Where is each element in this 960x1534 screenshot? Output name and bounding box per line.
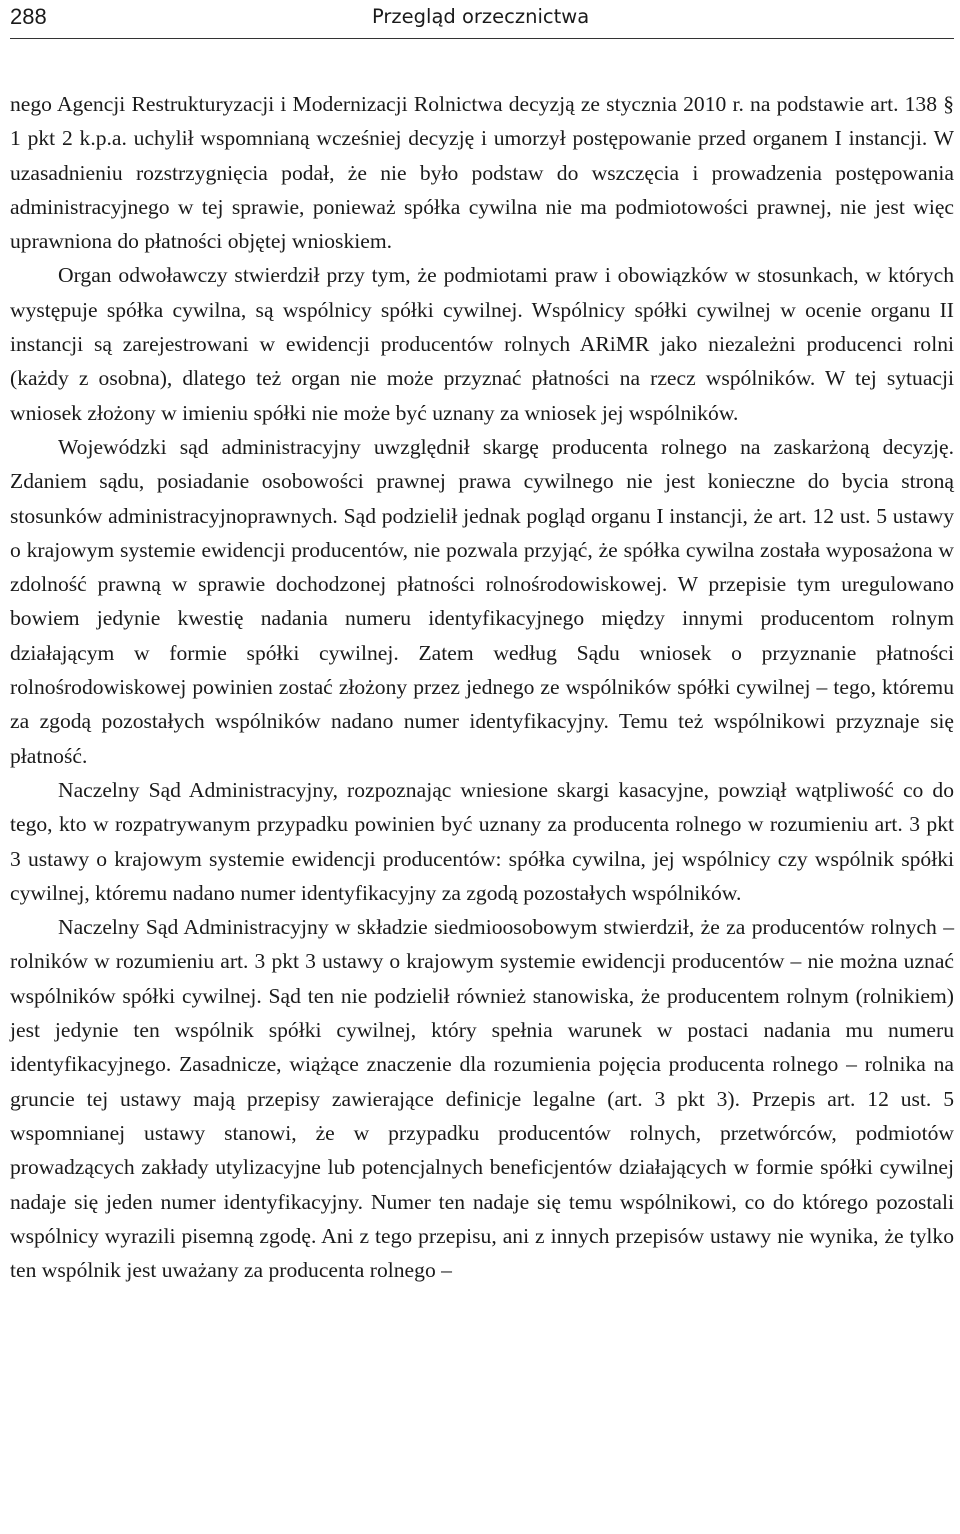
paragraph: Organ odwoławczy stwierdził przy tym, że podmiotami praw i obowiązków w stosunkach, w których występuje spółka cywilna, są wspólnicy spółki cywilnej. Wspólnicy spółki cywilnej w ocenie organu II instancji są zarejestrowani w ewidencji producentów rolnych ARiMR jako niezależni producenci rolni (każdy z osobna), dlatego też organ nie może przyznać płatności na rzecz wspólników. W tej sytuacji wniosek złożony w imieniu spółki nie może być uznany za wniosek jej wspólników. — [10, 263, 954, 425]
paragraph: Naczelny Sąd Administracyjny, rozpoznając wniesione skargi kasacyjne, powziął wątpliwość co do tego, kto w rozpatrywanym przypadku powinien być uznany za producenta rolnego w rozumieniu art. 3 pkt 3 ustawy o krajowym systemie ewidencji producentów: spółka cywilna, jej wspólnicy czy wspólnik spółki cywilnej, któremu nadano numer identyfikacyjny za zgodą pozostałych wspólników. — [10, 777, 954, 905]
page-number: 288 — [10, 4, 47, 29]
running-title: Przegląd orzecznictwa — [372, 5, 590, 28]
paragraph: Naczelny Sąd Administracyjny w składzie siedmioosobowym stwierdził, że za producentów rolnych – rolników w rozumieniu art. 3 pkt 3 ustawy o krajowym systemie ewidencji producentów – nie można uznać wspólników spółki cywilnej. Sąd ten nie podzielił również stanowiska, że producentem rolnym (rolnikiem) jest jedynie ten wspólnik spółki cywilnej, który spełnia warunek w postaci nadania mu numeru identyfikacyjnego. Zasadnicze, wiążące znaczenie dla rozumienia pojęcia producenta rolnego – rolnika na gruncie tej ustawy mają przepisy zawierające definicje legalne (art. 3 pkt 3). Przepis art. 12 ust. 5 wspomnianej ustawy stanowi, że w przypadku producentów rolnych, przetwórców, podmiotów prowadzących zakłady utylizacyjne lub potencjalnych beneficjentów działających w formie spółki cywilnej nadaje się jeden numer identyfikacyjny. Numer ten nadaje się temu wspólnikowi, co do którego pozostali wspólnicy wyrazili pisemną zgodę. Ani z tego przepisu, ani z innych przepisów ustawy nie wynika, że tylko ten wspólnik jest uważany za producenta rolnego – — [10, 915, 954, 1283]
paragraph: Wojewódzki sąd administracyjny uwzględnił skargę producenta rolnego na zaskarżoną decyzję. Zdaniem sądu, posiadanie osobowości prawnej prawa cywilnego nie jest konieczne do bycia stroną stosunków administracyjnoprawnych. Sąd podzielił jednak pogląd organu I instancji, że art. 12 ust. 5 ustawy o krajowym systemie ewidencji producentów, nie pozwala przyjąć, że spółka cywilna została wyposażona w zdolność prawną w sprawie dochodzonej płatności rolnośrodowiskowej. W przepisie tym uregulowano bowiem jedynie kwestię nadania numeru identyfikacyjnego między innymi producentom rolnym działającym w formie spółki cywilnej. Zatem według Sądu wniosek o przyznanie płatności rolnośrodowiskowej powinien zostać złożony przez jednego ze wspólników spółki cywilnej – tego, któremu za zgodą pozostałych wspólników nadano numer identyfikacyjny. Temu też wspólnikowi przyznaje się płatność. — [10, 434, 954, 768]
page-header — [10, 0, 954, 39]
paragraph: nego Agencji Restrukturyzacji i Modernizacji Rolnictwa decyzją ze stycznia 2010 r. na podstawie art. 138 § 1 pkt 2 k.p.a. uchylił wspomnianą wcześniej decyzję i umorzył postępowanie przed organem I instancji. W uzasadnieniu rozstrzygnięcia podał, że nie było podstaw do wszczęcia i prowadzenia postępowania administracyjnego w tej sprawie, ponieważ spółka cywilna nie ma podmiotowości prawnej, nie jest więc uprawniona do płatności objętej wnioskiem. — [10, 92, 954, 254]
body-text — [10, 87, 954, 1287]
